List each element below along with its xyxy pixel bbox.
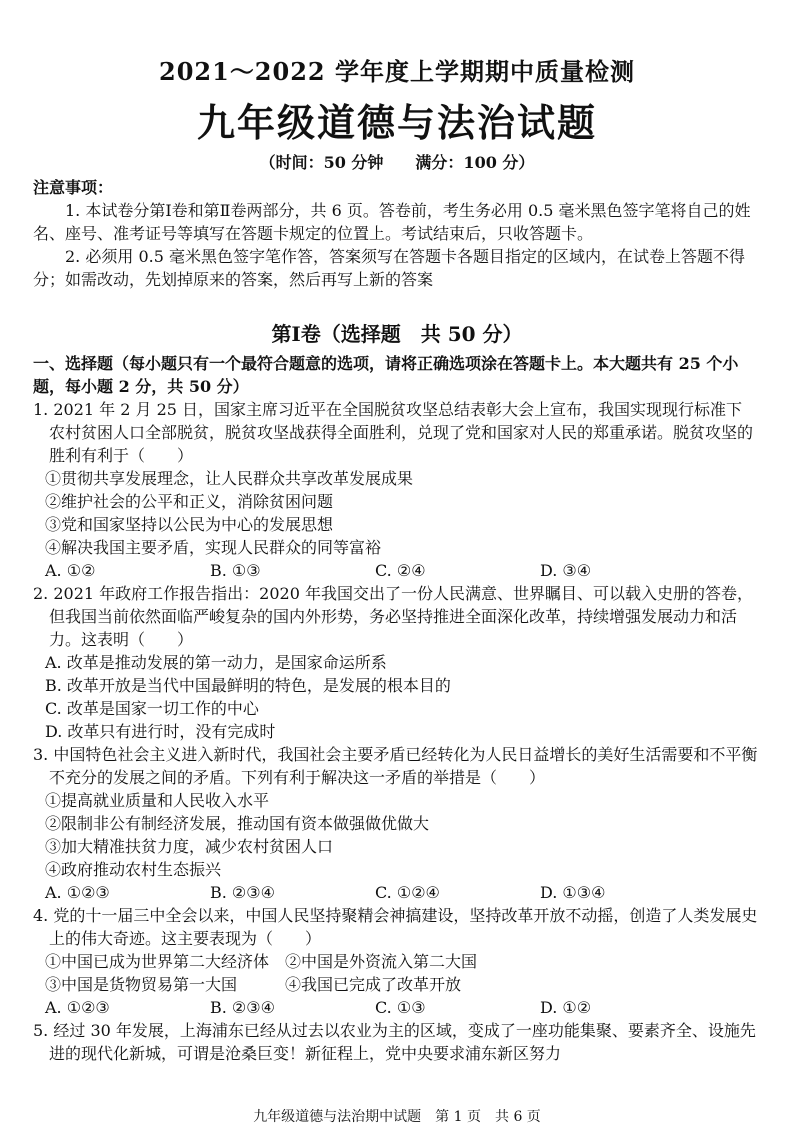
question-1-item: ③党和国家坚持以公民为中心的发展思想 [45,515,334,534]
choice-c: C. ②④ [375,561,426,580]
choice-b: B. ②③④ [210,998,275,1017]
choice-b: B. ①③ [210,561,261,580]
question-3-item: ①提高就业质量和人民收入水平 [45,791,270,810]
question-3-item: ④政府推动农村生态振兴 [45,860,222,879]
question-2-option-c: C. 改革是国家一切工作的中心 [45,699,259,718]
question-3-item: ③加大精准扶贫力度，减少农村贫困人口 [45,837,334,856]
notice-block [33,176,758,291]
choice-d: D. ①② [540,998,592,1017]
question-4-choices [33,996,758,1019]
question-1-item: ①贯彻共享发展理念，让人民群众共享改革发展成果 [45,469,414,488]
choice-a: A. ①②③ [45,883,110,902]
page-footer: 九年级道德与法治期中试题 第 1 页 共 6 页 [253,1109,541,1125]
question-2-option-a: A. 改革是推动发展的第一动力，是国家命运所系 [45,653,387,672]
question-2-stem: 2. 2021 年政府工作报告指出：2020 年我国交出了一份人民满意、世界瞩目、可以载入史册的答卷，但我国当前依然面临严峻复杂的国内外形势，务必坚持推进全面深化改革，持续增强发展动力和活力。这表明（ ） [33,584,753,649]
question-3-choices [33,881,758,904]
question-4-item: ③中国是货物贸易第一大国 ④我国已完成了改革开放 [45,975,462,994]
choice-a: A. ①②③ [45,998,110,1017]
notice-item-1: 1. 本试卷分第Ⅰ卷和第Ⅱ卷两部分，共 6 页。答卷前，考生务必用 0.5 毫米黑色签字笔将自己的姓名、座号、准考证号等填写在答题卡规定的位置上。考试结束后，只收答题卡。 [33,201,751,243]
question-2-option-b: B. 改革开放是当代中国最鲜明的特色，是发展的根本目的 [45,676,451,695]
exam-subject-title: 九年级道德与法治试题 [196,100,597,145]
section-title: 第Ⅰ卷（选择题 共 50 分） [271,322,523,346]
choice-d: D. ③④ [540,561,592,580]
notice-title: 注意事项： [33,178,114,197]
question-1-item: ④解决我国主要矛盾，实现人民群众的同等富裕 [45,538,382,557]
question-1-item: ②维护社会的公平和正义，消除贫困问题 [45,492,334,511]
question-3-stem: 3. 中国特色社会主义进入新时代，我国社会主要矛盾已经转化为人民日益增长的美好生活需要和不平衡不充分的发展之间的矛盾。下列有利于解决这一矛盾的举措是（ ） [33,745,758,787]
question-1-stem: 1. 2021 年 2 月 25 日，国家主席习近平在全国脱贫攻坚总结表彰大会上宣布，我国实现现行标准下农村贫困人口全部脱贫，脱贫攻坚战获得全面胜利，兑现了党和国家对人民的郑重承诺。脱贫攻坚的胜利有利于（ ） [33,400,754,465]
question-5-stem: 5. 经过 30 年发展，上海浦东已经从过去以农业为主的区域，变成了一座功能集聚、要素齐全、设施先进的现代化新城，可谓是沧桑巨变！新征程上，党中央要求浦东新区努力 [33,1021,756,1063]
questions-block [33,352,758,1065]
choice-d: D. ①③④ [540,883,606,902]
section-intro: 一、选择题（每小题只有一个最符合题意的选项，请将正确选项涂在答题卡上。本大题共有 25 个小题，每小题 2 分，共 50 分） [33,354,739,396]
question-4-item: ①中国已成为世界第二大经济体 ②中国是外资流入第二大国 [45,952,478,971]
exam-period-title: 2021～2022 学年度上学期期中质量检测 [159,57,635,86]
question-3-item: ②限制非公有制经济发展，推动国有资本做强做优做大 [45,814,430,833]
question-2-option-d: D. 改革只有进行时，没有完成时 [45,722,276,741]
choice-a: A. ①② [45,561,96,580]
choice-c: C. ①②④ [375,883,440,902]
choice-c: C. ①③ [375,998,426,1017]
choice-b: B. ②③④ [210,883,275,902]
notice-item-2: 2. 必须用 0.5 毫米黑色签字笔作答，答案须写在答题卡各题目指定的区域内，在试卷上答题不得分；如需改动，先划掉原来的答案，然后再写上新的答案 [33,247,745,289]
question-1-choices [33,559,758,582]
exam-time-score: （时间：50 分钟 满分：100 分） [259,153,535,172]
question-4-stem: 4. 党的十一届三中全会以来，中国人民坚持聚精会神搞建设，坚持改革开放不动摇，创造了人类发展史上的伟大奇迹。这主要表现为（ ） [33,906,758,948]
